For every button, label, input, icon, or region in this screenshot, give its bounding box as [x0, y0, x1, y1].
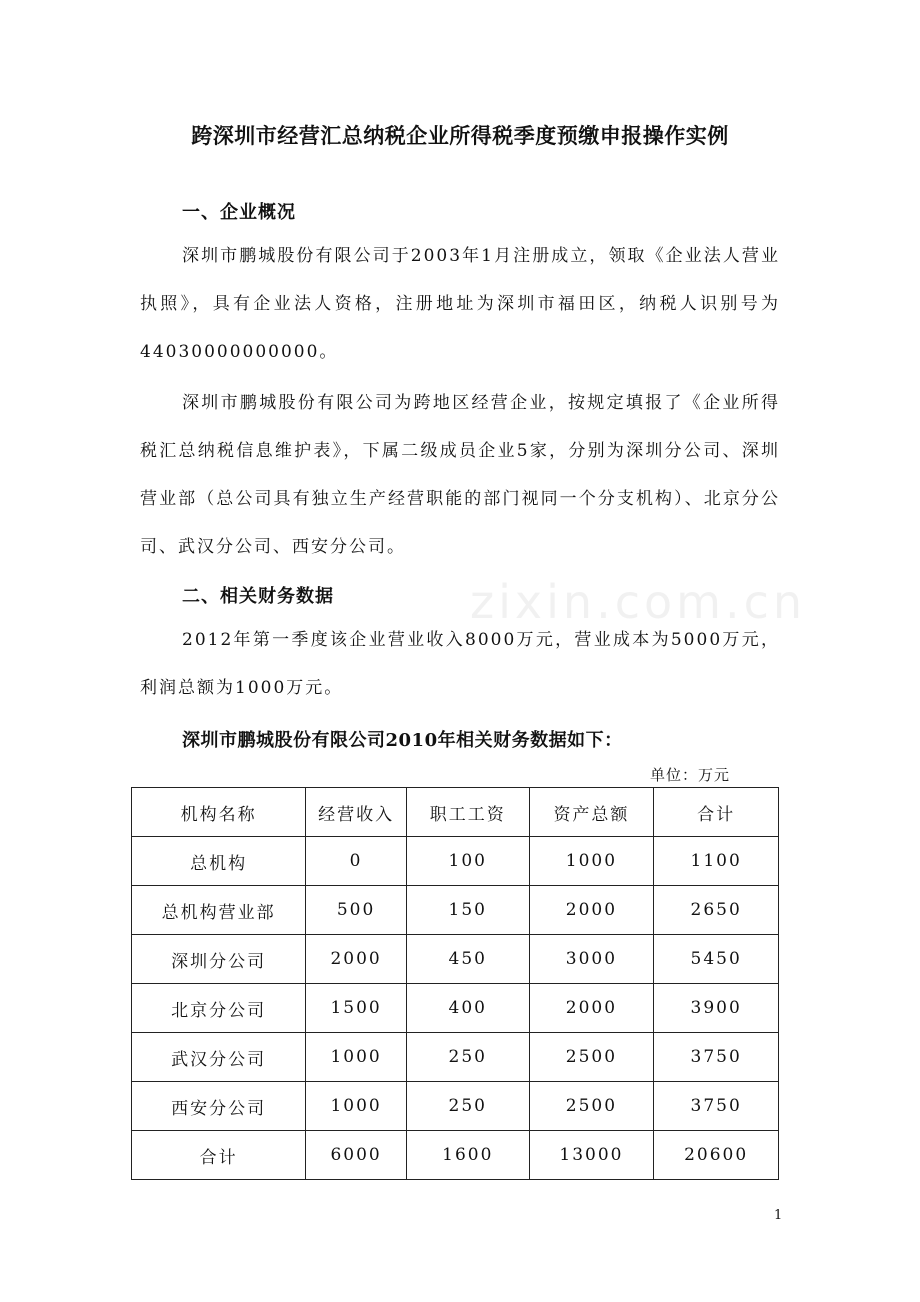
unit-label: 单位：万元	[650, 766, 731, 784]
table-total-row	[132, 1131, 779, 1180]
table-cell: 400	[406, 984, 529, 1033]
section-heading-financial-data: 二、相关财务数据	[182, 586, 334, 607]
table-cell: 2000	[529, 886, 654, 935]
section-heading-company-overview: 一、企业概况	[182, 202, 296, 223]
header-cell: 机构名称	[132, 788, 306, 837]
table-row	[132, 1033, 779, 1082]
table-cell: 合计	[132, 1131, 306, 1180]
table-cell: 总机构营业部	[132, 886, 306, 935]
table-cell: 2500	[529, 1082, 654, 1131]
table-row	[132, 837, 779, 886]
table-cell: 总机构	[132, 837, 306, 886]
page-number: 1	[774, 1208, 783, 1223]
table-cell: 250	[406, 1033, 529, 1082]
header-cell: 经营收入	[306, 788, 407, 837]
paragraph-q1-figures: 2012年第一季度该企业营业收入8000万元，营业成本为5000万元，利润总额为1000万元。	[140, 630, 780, 698]
table-cell: 3750	[654, 1082, 779, 1131]
table-cell: 0	[306, 837, 407, 886]
financial-data-table	[131, 787, 779, 1180]
table-cell: 6000	[306, 1131, 407, 1180]
watermark: zixin.com.cn	[470, 575, 807, 629]
table-cell: 西安分公司	[132, 1082, 306, 1131]
table-cell: 1000	[306, 1033, 407, 1082]
table-cell: 2000	[306, 935, 407, 984]
table-cell: 150	[406, 886, 529, 935]
table-cell: 2000	[529, 984, 654, 1033]
table-cell: 1000	[306, 1082, 407, 1131]
table-cell: 2650	[654, 886, 779, 935]
table-cell: 250	[406, 1082, 529, 1131]
table-row	[132, 984, 779, 1033]
table-row	[132, 886, 779, 935]
table-cell: 武汉分公司	[132, 1033, 306, 1082]
table-header-row	[132, 788, 779, 837]
table-cell: 3000	[529, 935, 654, 984]
table-cell: 5450	[654, 935, 779, 984]
table-cell: 3900	[654, 984, 779, 1033]
table-cell: 500	[306, 886, 407, 935]
paragraph-company-registration: 深圳市鹏城股份有限公司于2003年1月注册成立，领取《企业法人营业执照》，具有企业法人资格，注册地址为深圳市福田区，纳税人识别号为44030000000000。	[140, 246, 780, 362]
table-cell: 1600	[406, 1131, 529, 1180]
paragraph-company-branches: 深圳市鹏城股份有限公司为跨地区经营企业，按规定填报了《企业所得税汇总纳税信息维护表》，下属二级成员企业5家，分别为深圳分公司、深圳营业部（总公司具有独立生产经营职能的部门视同一个分支机构）、北京分公司、武汉分公司、西安分公司。	[140, 393, 780, 557]
table-caption: 深圳市鹏城股份有限公司2010年相关财务数据如下：	[182, 730, 623, 751]
table-cell: 13000	[529, 1131, 654, 1180]
header-cell: 合计	[654, 788, 779, 837]
table-cell: 3750	[654, 1033, 779, 1082]
table-cell: 1000	[529, 837, 654, 886]
table-cell: 20600	[654, 1131, 779, 1180]
header-cell: 资产总额	[529, 788, 654, 837]
table-cell: 1500	[306, 984, 407, 1033]
table-row	[132, 1082, 779, 1131]
document-title: 跨深圳市经营汇总纳税企业所得税季度预缴申报操作实例	[191, 123, 729, 148]
header-cell: 职工工资	[406, 788, 529, 837]
table-row	[132, 935, 779, 984]
table-cell: 100	[406, 837, 529, 886]
table-cell: 北京分公司	[132, 984, 306, 1033]
table-cell: 2500	[529, 1033, 654, 1082]
table-cell: 1100	[654, 837, 779, 886]
table-cell: 深圳分公司	[132, 935, 306, 984]
table-cell: 450	[406, 935, 529, 984]
